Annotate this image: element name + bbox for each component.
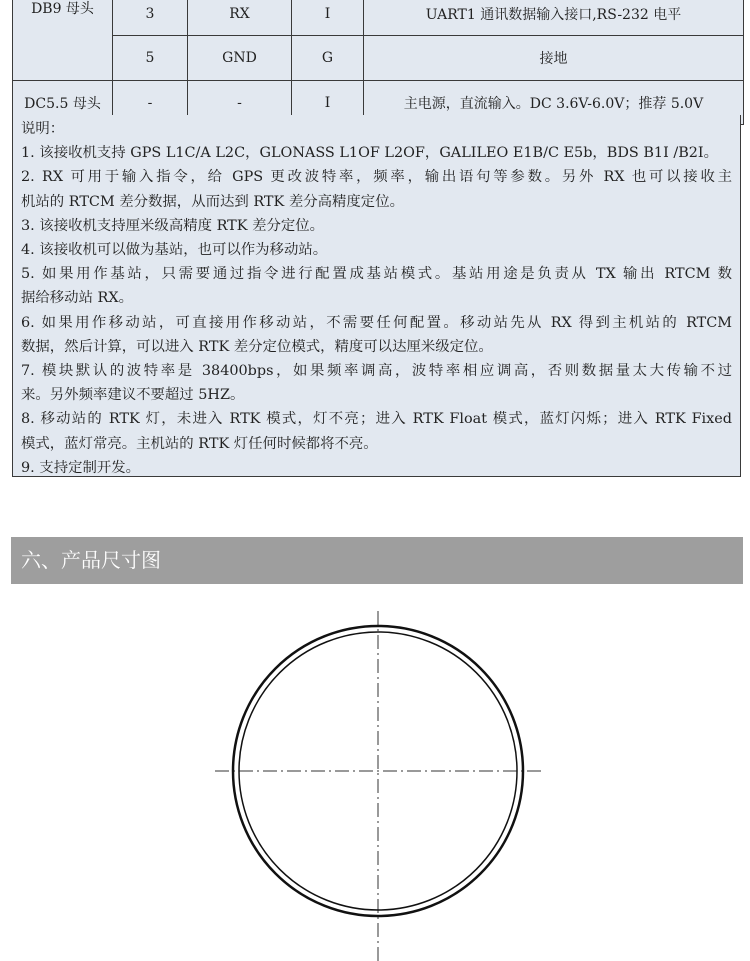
- note-line: 模式，蓝灯常亮。主机站的 RTK 灯任何时候都将不亮。: [21, 435, 378, 452]
- connector-cell: DB9 母头: [13, 0, 113, 81]
- io-cell: G: [292, 36, 364, 81]
- note-line: 8. 移动站的 RTK 灯，未进入 RTK 模式，灯不亮；进入 RTK Float 模式，蓝灯闪烁；进入 RTK Fixed: [21, 411, 732, 428]
- center-lines: [215, 611, 542, 961]
- signal-cell: -: [188, 81, 292, 125]
- signal-cell: GND: [188, 36, 292, 81]
- note-line: 3. 该接收机支持厘米级高精度 RTK 差分定位。: [21, 217, 325, 234]
- description-cell: 接地: [364, 36, 744, 81]
- table-row: [13, 36, 744, 81]
- pin-definition-table: [12, 0, 744, 125]
- notes-box: [12, 115, 741, 477]
- notes-heading: 说明：: [21, 121, 65, 137]
- connector-cell: DC5.5 母头: [13, 81, 113, 125]
- pin-cell: -: [113, 81, 188, 125]
- io-cell: I: [292, 0, 364, 36]
- note-line: 数据，然后计算，可以进入 RTK 差分定位模式，精度可以达厘米级定位。: [21, 338, 493, 355]
- section-header: [11, 537, 743, 584]
- note-line: 9. 支持定制开发。: [21, 459, 141, 476]
- note-line: 4. 该接收机可以做为基站，也可以作为移动站。: [21, 242, 328, 259]
- note-line: 7. 模块默认的波特率是 38400bps，如果频率调高，波特率相应调高，否则数据量太大传输不过: [21, 363, 732, 380]
- section-title: 六、产品尺寸图: [21, 548, 161, 572]
- note-line: 5. 如果用作基站，只需要通过指令进行配置成基站模式。基站用途是负责从 TX 输出 RTCM 数: [21, 266, 732, 283]
- note-line: 2. RX 可用于输入指令，给 GPS 更改波特率，频率，输出语句等参数。另外 RX 也可以接收主: [21, 169, 732, 186]
- pin-cell: 5: [113, 36, 188, 81]
- note-line: 1. 该接收机支持 GPS L1C/A L2C，GLONASS L1OF L2OF，GALILEO E1B/C E5b，BDS B1I /B2I。: [21, 145, 718, 162]
- description-cell: UART1 通讯数据输入接口,RS-232 电平: [364, 0, 744, 36]
- note-line: 6. 如果用作移动站，可直接用作移动站，不需要任何配置。移动站先从 RX 得到主机站的 RTCM: [21, 314, 732, 331]
- note-line: 据给移动站 RX。: [21, 290, 133, 307]
- table-row: [13, 0, 744, 36]
- note-line: 来。另外频率建议不要超过 5HZ。: [21, 387, 245, 404]
- description-cell: 主电源，直流输入。DC 3.6V-6.0V；推荐 5.0V: [364, 81, 744, 125]
- note-line: 机站的 RTCM 差分数据，从而达到 RTK 差分高精度定位。: [21, 193, 404, 210]
- pin-cell: 3: [113, 0, 188, 36]
- signal-cell: RX: [188, 0, 292, 36]
- io-cell: I: [292, 81, 364, 125]
- dimension-drawing: [0, 584, 750, 961]
